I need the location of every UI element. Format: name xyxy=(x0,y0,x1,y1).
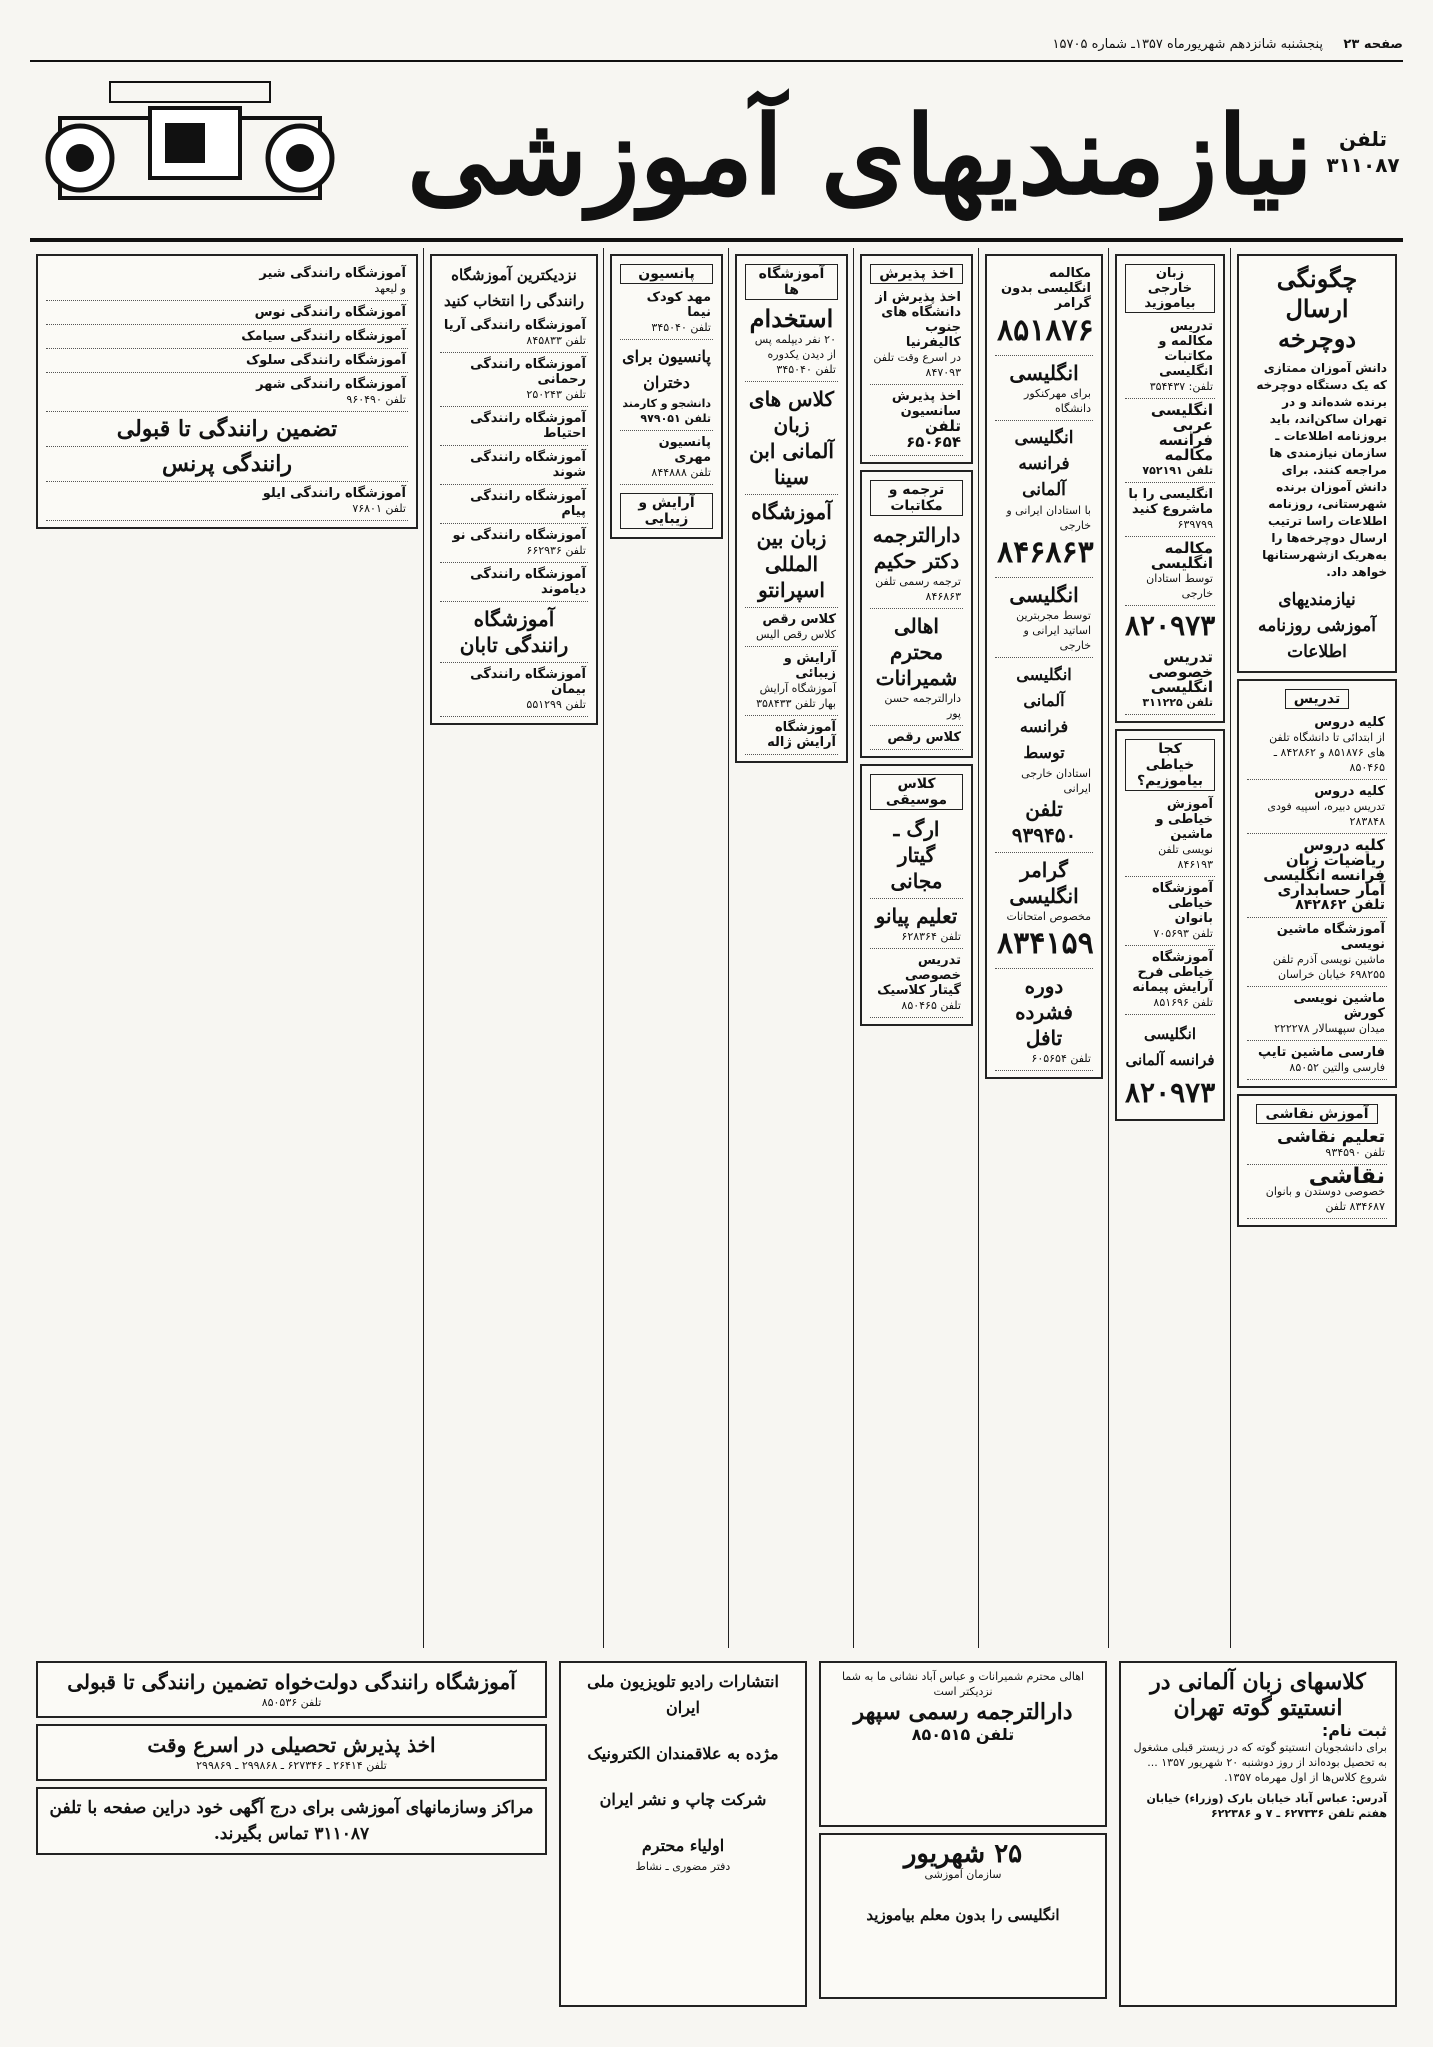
tailoring-heading: کجا خیاطی بیاموزیم؟ xyxy=(1125,739,1215,791)
column-3 xyxy=(978,248,1109,1648)
list-item: آموزشگاه رانندگی تابان xyxy=(440,602,588,663)
list-item: انگلیسی را با ماشروع کنید ۶۳۹۷۹۹ xyxy=(1125,483,1215,537)
list-item: انگلیسی عربی فرانسه مکالمه تلفن ۷۵۲۱۹۱ xyxy=(1125,399,1215,483)
goethe-address: آدرس: عباس آباد خیابان بارک (وزراء) خیابان هفتم تلفن ۶۲۷۳۳۶ ـ ۷ و ۶۲۲۳۸۶ xyxy=(1146,1792,1387,1820)
english-box xyxy=(985,254,1103,1079)
admission-box xyxy=(860,254,973,464)
sep25-org: سازمان آموزشی xyxy=(924,1868,1002,1881)
list-item: مکالمه انگلیسی توسط استادان خارجی xyxy=(1125,537,1215,606)
column-7 xyxy=(423,248,604,1648)
list-item: اخذ پذیرش سانسیون تلفن ۶۵۰۶۵۴ xyxy=(870,385,963,456)
list-item: دارالترجمه دکتر حکیم ترجمه رسمی تلفن ۸۴۶۸۶۳ xyxy=(870,518,963,609)
painting-heading: آموزش نقاشی xyxy=(1256,1104,1377,1124)
list-item: تعلیم نقاشی تلفن ۹۳۴۵۹۰ xyxy=(1247,1126,1387,1165)
bicycle-title: چگونگی ارسال دوچرخه xyxy=(1276,264,1358,353)
goethe-ad xyxy=(1113,1655,1403,2015)
parents-sign: دفتر مضوری ـ نشاط xyxy=(635,1860,731,1873)
phone-label: تلفن xyxy=(1338,127,1388,151)
list-item: کلاس های زبان آلمانی ابن سینا xyxy=(745,382,838,495)
page-number: صفحه ۲۳ xyxy=(1343,37,1403,52)
list-item: کلیه دروس تدریس دبیره، اسپیه فودی ۲۸۳۸۴۸ xyxy=(1247,780,1387,834)
list-item: استخدام ۲۰ نفر دیپلمه پس از دیدن یکدوره تلفن ۳۴۵۰۴۰ xyxy=(745,302,838,382)
driving-ad-title: آموزشگاه رانندگی دولت‌خواه تضمین رانندگی تا قبولی xyxy=(67,1670,516,1694)
list-item: انگلیسی توسط مجربترین اساتید ایرانی و خارجی xyxy=(995,578,1093,658)
list-item: مکالمه انگلیسی بدون گرامر ۸۵۱۸۷۶ xyxy=(995,262,1093,356)
list-item: آموزشگاه رانندگی سلوک xyxy=(46,349,408,373)
list-item: پانسیون مهری تلفن ۸۴۴۸۸۸ xyxy=(620,431,713,485)
list-item: تعلیم پیانو تلفن ۶۲۸۳۶۴ xyxy=(870,899,963,949)
phone-big: ۸۲۰۹۷۳ xyxy=(1125,609,1216,642)
list-item: آموزشگاه رانندگی شیر و لیعهد xyxy=(46,262,408,301)
list-item: آرایش و زیبائی آموزشگاه آرایش بهار تلفن ۳۵۸۴۳۳ xyxy=(745,647,838,716)
tadris-box xyxy=(1237,679,1397,1088)
bicycle-sign: نیازمندیهای آموزشی روزنامه اطلاعات xyxy=(1258,590,1376,662)
printing-title: شرکت چاپ و نشر ایران xyxy=(599,1790,767,1809)
list-item: پانسیون برای دختران دانشجو و کارمند تلفن ۹۷۹۰۵۱ xyxy=(620,340,713,431)
pension-heading: پانسیون xyxy=(620,264,713,284)
list-item: آموزشگاه رانندگی دیاموند xyxy=(440,563,588,602)
foreign-language-heading: زبان خارجی بیاموزید xyxy=(1125,264,1215,313)
list-item: ارگ ـ گیتار مجانی xyxy=(870,812,963,899)
music-box xyxy=(860,764,973,1026)
list-item: کلیه دروس ریاضیات زبان فرانسه انگلیسی آمار حسابداری تلفن ۸۴۲۸۶۲ xyxy=(1247,834,1387,918)
list-item: ماشین نویسی کورش میدان سپهسالار ۲۲۲۲۷۸ xyxy=(1247,987,1387,1041)
translation-box xyxy=(860,470,973,758)
translation-heading: ترجمه و مکاتبات xyxy=(870,480,963,516)
left-lower-ads xyxy=(30,1655,553,2015)
list-item: آموزشگاه رانندگی ایلو تلفن ۷۶۸۰۱ xyxy=(46,482,408,521)
list-item: اهالی محترم شمیرانات دارالترجمه حسن پور xyxy=(870,609,963,726)
schools-heading: آموزشگاه ها xyxy=(745,264,838,300)
list-item: آموزشگاه رانندگی بیمان تلفن ۵۵۱۲۹۹ xyxy=(440,663,588,717)
list-item: دوره فشرده تافل تلفن ۶۰۵۶۵۴ xyxy=(995,969,1093,1071)
list-item: آموزشگاه رانندگی نو تلفن ۶۶۲۹۳۶ xyxy=(440,524,588,563)
sepehr-ad xyxy=(813,1655,1113,2015)
column-1 xyxy=(1230,248,1403,1648)
list-item: گرامر انگلیسی مخصوص امتحانات ۸۳۴۱۵۹ xyxy=(995,853,1093,969)
sepehr-text: اهالی محترم شمیرانات و عباس آباد نشانی ما به شما نزدیکتر است xyxy=(841,1670,1085,1698)
nashr-ad xyxy=(553,1655,813,2015)
list-item: انگلیسی برای مهرکنکور دانشگاه xyxy=(995,356,1093,421)
column-4 xyxy=(853,248,979,1648)
list-item: انگلیسی آلمانی فرانسه توسط استادان خارجی ایرانی تلفن ۹۳۹۴۵۰ xyxy=(995,658,1093,853)
list-item: آموزشگاه خیاطی بانوان تلفن ۷۰۵۶۹۳ xyxy=(1125,877,1215,946)
parents-title: اولیاء محترم xyxy=(641,1836,725,1855)
list-item: کلاس رقص xyxy=(870,726,963,750)
list-item: آموزشگاه ماشین نویسی ماشین نویسی آذرم تلفن ۶۹۸۲۵۵ خیابان خراسان xyxy=(1247,918,1387,987)
list-item: آموزشگاه رانندگی رحمانی تلفن ۲۵۰۲۴۳ xyxy=(440,353,588,407)
lower-section xyxy=(30,1655,1403,2015)
masthead xyxy=(30,66,1403,242)
driving-ad-phone: تلفن ۸۵۰۵۳۶ xyxy=(261,1696,322,1709)
list-item: تدریس خصوصی انگلیسی تلفن ۳۱۱۲۲۵ xyxy=(1125,646,1215,715)
list-item: آموزشگاه رانندگی پیام xyxy=(440,485,588,524)
list-item: کلاس رقص کلاس رقص الیس xyxy=(745,608,838,647)
list-item: تدریس خصوصی گیتار کلاسیک تلفن ۸۵۰۴۶۵ xyxy=(870,949,963,1018)
list-item: مهد کودک نیما تلفن ۳۴۵۰۴۰ xyxy=(620,286,713,340)
masthead-phone xyxy=(1323,126,1403,178)
list-item: نقاشی خصوصی دوستدن و بانوان ۸۳۴۶۸۷ تلفن xyxy=(1247,1165,1387,1219)
sepehr-title: دارالترجمه رسمی سپهر xyxy=(853,1699,1073,1725)
mozdeh-title: مژده به علاقمندان الکترونیک xyxy=(587,1744,779,1763)
list-item: آموزشگاه رانندگی شهر تلفن ۹۶۰۴۹۰ xyxy=(46,373,408,412)
list-item: فارسی ماشین تایپ فارسی والتین ۸۵۰۵۲ xyxy=(1247,1041,1387,1080)
list-item: اخذ پذیرش از دانشگاه های جنوب کالیفرنیا در اسرع وقت تلفن ۸۴۷۰۹۳ xyxy=(870,286,963,385)
music-heading: کلاس موسیقی xyxy=(870,774,963,810)
list-item: آموزشگاه رانندگی شوند xyxy=(440,446,588,485)
painting-box xyxy=(1237,1094,1397,1227)
beauty-heading: آرایش و زیبایی xyxy=(620,493,713,529)
list-item: کلیه دروس از ابتدائی تا دانشگاه تلفن های ۸۵۱۸۷۶ و ۸۴۲۸۶۲ ـ ۸۵۰۴۶۵ xyxy=(1247,711,1387,780)
admission-heading: اخذ پذیرش xyxy=(870,264,963,284)
list-item: آموزشگاه رانندگی احتیاط xyxy=(440,407,588,446)
issue-date: پنجشنبه شانزدهم شهریورماه ۱۳۵۷ـ شماره ۱۵۷۰۵ xyxy=(1052,37,1323,52)
goethe-subtitle: ثبت نام: xyxy=(1321,1721,1387,1740)
sepehr-phone: تلفن ۸۵۰۵۱۵ xyxy=(911,1725,1015,1744)
camera-film-icon xyxy=(40,78,340,228)
section-title: نیازمندیهای آموزشی xyxy=(406,93,1313,219)
foreign-language-box xyxy=(1115,254,1225,723)
advertise-here: مراکز وسازمانهای آموزشی برای درج آگهی خود دراین صفحه با تلفن ۳۱۱۰۸۷ تماس بگیرند. xyxy=(49,1798,534,1844)
driving-box-2 xyxy=(36,254,418,529)
sep25-heading: ۲۵ شهریور xyxy=(903,1839,1023,1869)
english-french-german: انگلیسی فرانسه آلمانی xyxy=(1125,1025,1215,1069)
column-5 xyxy=(728,248,854,1648)
list-item: آموزشگاه رانندگی آریا تلفن ۸۴۵۸۳۳ xyxy=(440,314,588,353)
goethe-body: برای دانشجویان انستیتو گوته که در زیستر قبلی مشغول به تحصیل بوده‌اند از روز دوشنبه ۲۰ شهریور ۱۳۵۷ ... شروع کلاس‌ها از اول مهرماه ۱۳۵۷. xyxy=(1133,1741,1387,1784)
list-item: رانندگی پرنس xyxy=(46,447,408,482)
column-8 xyxy=(30,248,424,1648)
driving-heading: نزدیکترین آموزشگاه رانندگی را انتخاب کنید xyxy=(443,266,585,310)
bicycle-body: دانش آموزان ممتازی که یک دستگاه دوچرخه برنده شده‌اند و در تهران ساکن‌اند، باید بروزنامه اطلاعات ـ سازمان نیازمندی ها مراجعه کنند. برای دانش آموزان برنده شهرستانی، روزنامه اطلاعات راسا ترتیب ارسال دوچرخه‌ها را به‌هریک ازشهرستانها خواهد داد. xyxy=(1256,361,1387,579)
admission-ad-title: اخذ پذیرش تحصیلی در اسرع وقت xyxy=(147,1733,436,1757)
goethe-title: کلاسهای زبان آلمانی در انستیتو گوته تهران xyxy=(1150,1669,1366,1721)
column-2 xyxy=(1108,248,1231,1648)
nashr-title: انتشارات رادیو تلویزیون ملی ایران xyxy=(587,1672,779,1717)
list-item: آموزشگاه خیاطی فرح آرایش پیمانه تلفن ۸۵۱۶۹۶ xyxy=(1125,946,1215,1015)
bicycle-notice xyxy=(1237,254,1397,673)
phone-big-2: ۸۲۰۹۷۳ xyxy=(1125,1076,1216,1109)
list-item: آموزشگاه رانندگی نوس xyxy=(46,301,408,325)
phone-number: ۳۱۱۰۸۷ xyxy=(1326,153,1400,177)
column-6 xyxy=(603,248,729,1648)
page-header-line xyxy=(30,34,1403,62)
classified-columns xyxy=(30,248,1403,1648)
list-item: آموزش خیاطی و ماشین نویسی تلفن ۸۴۶۱۹۳ xyxy=(1125,793,1215,877)
schools-box xyxy=(735,254,848,763)
tadris-heading: تدریس xyxy=(1285,689,1349,709)
list-item: تدریس مکالمه و مکاتبات انگلیسی تلفن: ۳۵۴۴۳۷ xyxy=(1125,315,1215,399)
list-item: آموزشگاه رانندگی سیامک xyxy=(46,325,408,349)
list-item: آموزشگاه زبان بین المللی اسپرانتو xyxy=(745,495,838,608)
bbc-ad: انگلیسی را بدون معلم بیاموزید xyxy=(866,1906,1060,1924)
list-item: آموزشگاه آرایش ژاله xyxy=(745,716,838,755)
pension-box xyxy=(610,254,723,539)
tailoring-box xyxy=(1115,729,1225,1121)
admission-ad-phone: تلفن ۲۶۴۱۴ ـ ۶۲۷۳۴۶ ـ ۲۹۹۸۶۸ ـ ۲۹۹۸۶۹ xyxy=(196,1759,387,1772)
driving-box xyxy=(430,254,598,725)
list-item: انگلیسی فرانسه آلمانی با استادان ایرانی و خارجی ۸۴۶۸۶۳ xyxy=(995,421,1093,578)
list-item: تضمین رانندگی تا قبولی xyxy=(46,412,408,447)
